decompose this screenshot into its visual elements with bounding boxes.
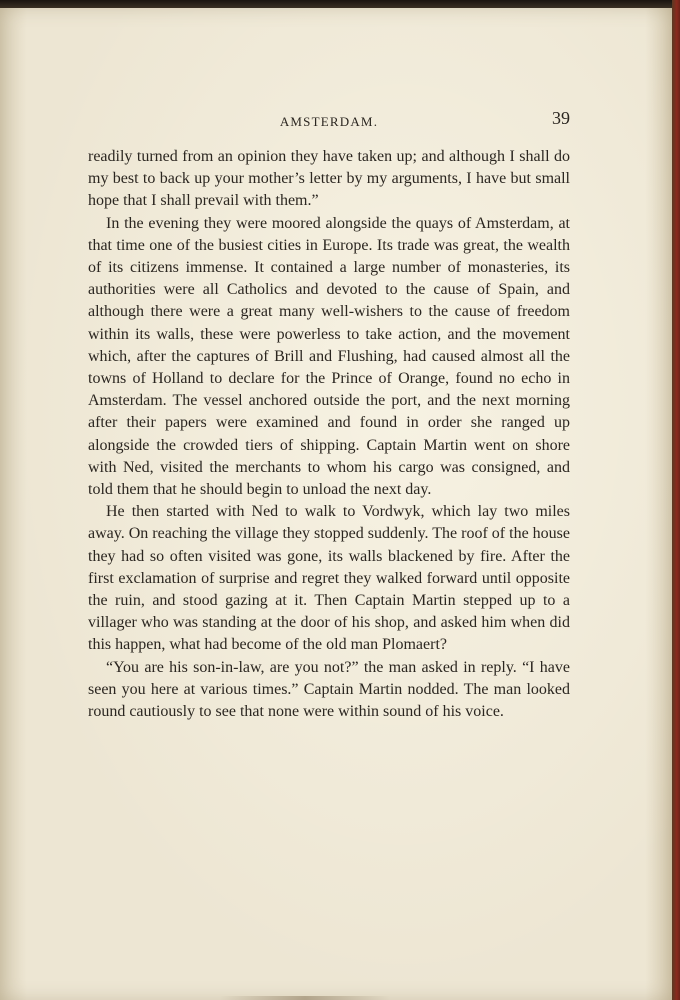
paragraph-continuation: readily turned from an opinion they have taken up; and although I shall do my best to back up your mother’s letter by my arguments, I have but small hope that I shall prevail with them.”	[88, 148, 570, 210]
page-bottom-shadow	[220, 996, 390, 1000]
running-title: AMSTERDAM.	[279, 114, 379, 129]
running-head	[88, 108, 570, 138]
page-top-edge	[0, 0, 680, 8]
page-number: 39	[552, 108, 570, 128]
body-text	[88, 146, 570, 723]
book-cover-edge	[672, 0, 680, 1000]
paragraph-amsterdam-arrival: In the evening they were moored alongside the quays of Amsterdam, at that time one of the busiest cities in Europe. Its trade was great, the wealth of its citizens immense. It contained a large number of monasteries, its authorities were all Catholics and devoted to the cause of Spain, and although there were a great many well-wishers to the cause of freedom within its walls, these were powerless to take action, and the movement which, after the captures of Brill and Flushing, had caused almost all the towns of Holland to declare for the Prince of Orange, found no echo in Amsterdam. The vessel anchored outside the port, and the next morning after their papers were examined and found in order she ranged up alongside the crowded tiers of shipping. Captain Martin went on shore with Ned, visited the merchants to whom his cargo was consigned, and told them that he should begin to unload the next day.	[88, 214, 570, 499]
paragraph-vordwyk-visit: He then started with Ned to walk to Vordwyk, which lay two miles away. On reaching the village they stopped suddenly. The roof of the house they had so often visited was gone, its walls blackened by fire. After the first exclamation of surprise and regret they walked forward until opposite the ruin, and stood gazing at it. Then Captain Martin stepped up to a villager who was standing at the door of his shop, and asked him when did this happen, what had become of the old man Plomaert?	[88, 503, 570, 654]
paragraph-villager-reply: “You are his son-in-law, are you not?” the man asked in reply. “I have seen you here at various times.” Captain Martin nodded. The man looked round cautiously to see that none were within sound of his voice.	[88, 658, 570, 721]
